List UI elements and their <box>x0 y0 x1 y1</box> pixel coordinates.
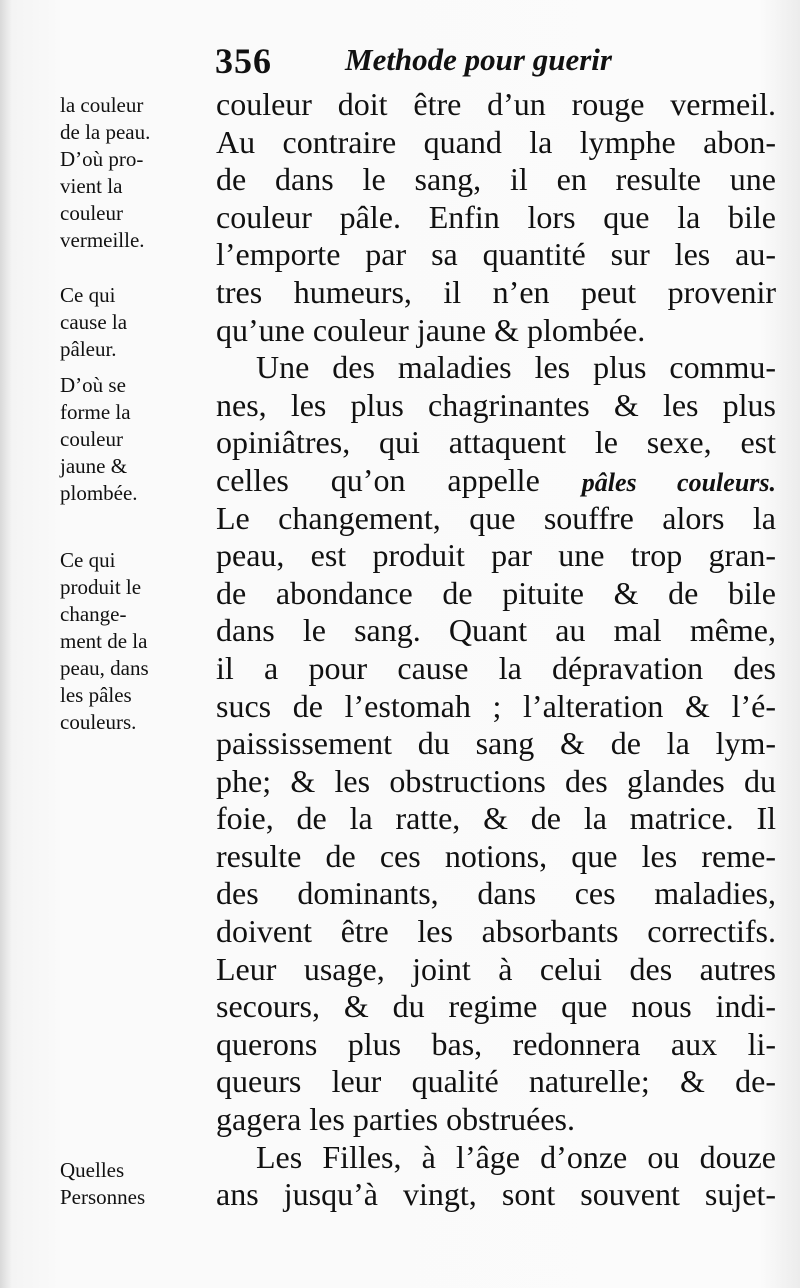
text-line: peau, est produit par une trop gran- <box>216 537 776 574</box>
text-line <box>216 462 776 500</box>
text-line: queurs leur qualité naturelle; & de- <box>216 1063 776 1100</box>
text-line: l’emporte par sa quantité sur les au- <box>216 236 776 273</box>
text-line: qu’une couleur jaune & plombée. <box>216 311 646 348</box>
text-line: gagera les parties obstruées. <box>216 1101 575 1138</box>
text-line: de abondance de pituite & de bile <box>216 574 776 611</box>
text-line: Les Filles, à l’âge d’onze ou douze <box>256 1138 776 1175</box>
text-line: des dominants, dans ces maladies, <box>216 875 776 912</box>
text-line: resulte de ces notions, que les reme- <box>216 837 776 874</box>
margin-notes <box>60 92 210 1252</box>
text-line: Au contraire quand la lymphe abon- <box>216 123 776 160</box>
text-line: foie, de la ratte, & de la matrice. Il <box>216 800 776 837</box>
text-line: de dans le sang, il en resulte une <box>216 161 776 198</box>
text-line: paississement du sang & de la lym- <box>216 725 776 762</box>
running-title: Methode pour guerir <box>345 42 612 77</box>
text-line: Leur usage, joint à celui des autres <box>216 950 776 987</box>
italic-term: pâles couleurs. <box>581 467 777 497</box>
text-line: opiniâtres, qui attaquent le sexe, est <box>216 424 776 461</box>
page-header <box>215 40 635 90</box>
page-number: 356 <box>215 41 272 81</box>
margin-note: Quelles Personnes <box>60 1158 146 1209</box>
margin-note: la couleur de la peau. D’où pro- vient la couleur vermeille. <box>60 93 151 252</box>
text-line: ans jusqu’à vingt, sont souvent sujet- <box>216 1176 776 1213</box>
margin-note: Ce qui cause la pâleur. <box>60 283 128 361</box>
text-line: Le changement, que souffre alors la <box>216 499 776 536</box>
main-text <box>216 86 776 1246</box>
text-line: nes, les plus chagrinantes & les plus <box>216 386 776 423</box>
margin-note: D’où se forme la couleur jaune & plombée. <box>60 373 138 505</box>
text-line: sucs de l’estomah ; l’alteration & l’é- <box>216 687 776 724</box>
text-line: doivent être les absorbants correctifs. <box>216 913 776 950</box>
text-line: couleur pâle. Enfin lors que la bile <box>216 198 776 235</box>
text-line: Une des maladies les plus commu- <box>256 349 776 386</box>
text-segment: celles qu’on appelle <box>216 461 540 498</box>
text-line: il a pour cause la dépravation des <box>216 649 776 686</box>
text-line: secours, & du regime que nous indi- <box>216 988 776 1025</box>
text-line: couleur doit être d’un rouge vermeil. <box>216 86 776 122</box>
text-line: querons plus bas, redonnera aux li- <box>216 1025 776 1062</box>
text-line: phe; & les obstructions des glandes du <box>216 762 776 799</box>
text-line: tres humeurs, il n’en peut provenir <box>216 273 776 310</box>
text-line: dans le sang. Quant au mal même, <box>216 612 776 649</box>
margin-note: Ce qui produit le change- ment de la peau, dans les pâles couleurs. <box>60 548 149 734</box>
